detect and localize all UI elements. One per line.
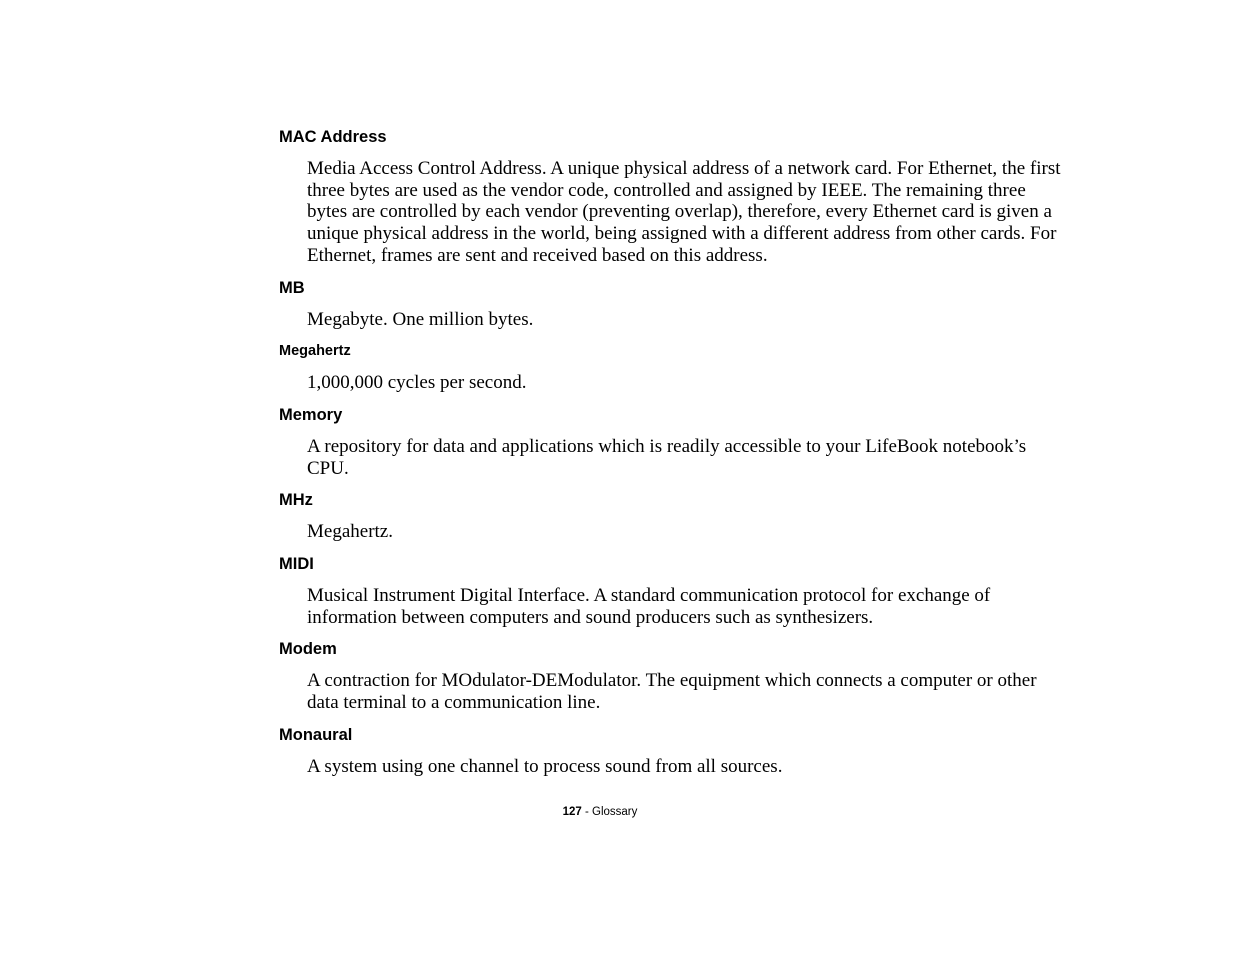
glossary-term: MHz [279, 491, 313, 510]
glossary-entry-monaural [279, 724, 1079, 778]
glossary-definition: A contraction for MOdulator-DEModulator. The equipment which connects a computer or other data terminal to a communication line. [307, 670, 1037, 714]
glossary-entry-mb [279, 277, 1079, 331]
glossary-entry-midi [279, 553, 1079, 628]
glossary-term: MIDI [279, 555, 314, 574]
glossary-entry-mac-address [279, 126, 1079, 267]
glossary-term: Modem [279, 640, 337, 659]
glossary-term: Monaural [279, 725, 353, 744]
glossary-definition: A system using one channel to process sound from all sources. [307, 755, 783, 777]
page-number: 127 [562, 806, 582, 818]
footer-section: Glossary [592, 806, 638, 818]
footer-separator: - [581, 806, 593, 818]
glossary-term: Megahertz [279, 343, 351, 360]
glossary-definition: 1,000,000 cycles per second. [307, 372, 527, 394]
glossary-definition: Media Access Control Address. A unique physical address of a network card. For Ethernet, the first three bytes are used as the vendor code, controlled and assigned by IEEE. The remaining three bytes are controlled by each vendor (preventing overlap), therefore, every Ethernet card is given a unique physical address in the world, being assigned with a different address from other cards. For Ethernet, frames are sent and received based on this address. [307, 158, 1061, 266]
glossary-list [279, 126, 1079, 788]
glossary-definition: Megahertz. [307, 521, 393, 543]
glossary-term: MAC Address [279, 128, 387, 146]
glossary-entry-modem [279, 638, 1079, 713]
glossary-entry-megahertz [279, 340, 1079, 394]
glossary-definition: A repository for data and applications which is readily accessible to your LifeBook notebook’s CPU. [307, 435, 1027, 479]
page-footer [0, 806, 1200, 818]
glossary-entry-memory [279, 404, 1079, 479]
glossary-definition: Musical Instrument Digital Interface. A standard communication protocol for exchange of information between computers and sound producers such as synthesizers. [307, 585, 991, 628]
glossary-term: Memory [279, 405, 343, 424]
glossary-definition: Megabyte. One million bytes. [307, 308, 534, 330]
glossary-entry-mhz [279, 489, 1079, 543]
glossary-term: MB [279, 278, 305, 297]
